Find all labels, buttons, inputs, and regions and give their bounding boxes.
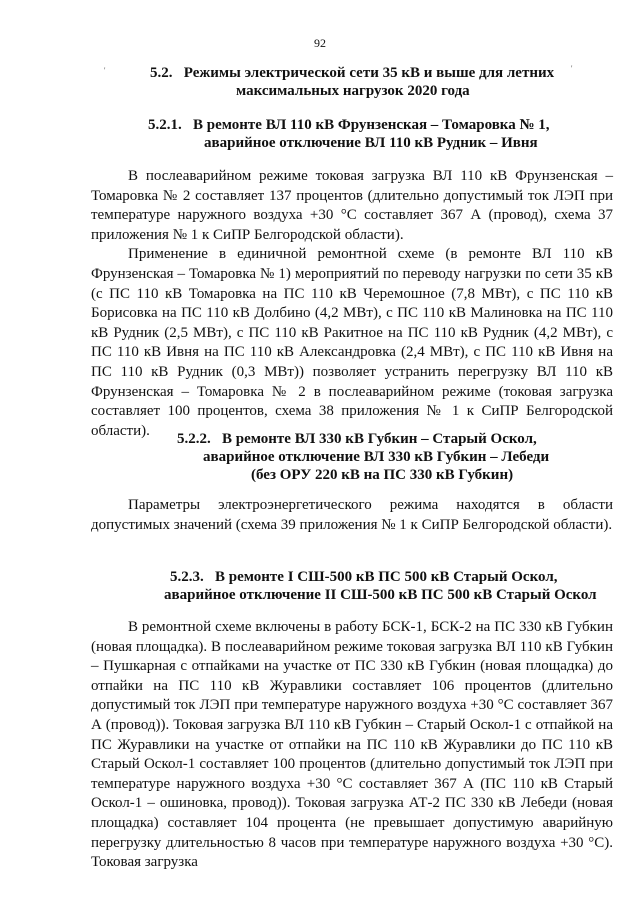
section-5-2-number: 5.2. bbox=[150, 65, 173, 81]
section-5-2-3-body bbox=[91, 618, 613, 873]
section-5-2-2-title-line2: аварийное отключение ВЛ 330 кВ Губкин – Лебеди bbox=[203, 449, 550, 465]
section-5-2-2-paragraph-1: Параметры электроэнергетического режима находятся в области допустимых значений (схема 39 приложения № 1 к СиПР Белгородской области). bbox=[91, 497, 613, 533]
section-5-2-2-title-line3: (без ОРУ 220 кВ на ПС 330 кВ Губкин) bbox=[251, 467, 514, 483]
section-5-2-2-body bbox=[91, 496, 613, 535]
section-5-2-3-paragraph-1: В ремонтной схеме включены в работу БСК-1, БСК-2 на ПС 330 кВ Губкин (новая площадка). В послеаварийном режиме токовая загрузка ВЛ 110 кВ Губкин – Пушкарная с отпайками на участке от ПС 330 кВ Губкин (новая площадка) до отпайки на ПС 110 кВ Журавлики составляет 106 процентов (длительно допустимый ток ЛЭП при температуре наружного воздуха +30 °С составляет 367 А (провод)). Токовая загрузка ВЛ 110 кВ Губкин – Старый Оскол-1 с отпайкой на ПС Журавлики на участке от отпайки на ПС 110 кВ Журавлики до ПС 110 кВ Старый Оскол-1 составляет 100 процентов (длительно допустимый ток ЛЭП при температуре наружного воздуха +30 °С составляет 367 А (ПС 110 кВ Старый Оскол-1 – ошиновка, провод)). Токовая загрузка АТ-2 ПС 330 кВ Лебеди (новая площадка) составляет 104 процента (не превышает допустимую аварийную перегрузку длительностью 8 часов при температуре наружного воздуха +30 °С). Токовая загрузка bbox=[91, 619, 613, 871]
scan-speck: ' bbox=[104, 66, 106, 75]
section-5-2-heading bbox=[150, 64, 580, 100]
section-5-2-1-number: 5.2.1. bbox=[148, 117, 182, 133]
scan-speck: ' bbox=[571, 64, 573, 73]
section-5-2-1-title-line2: аварийное отключение ВЛ 110 кВ Рудник – Ивня bbox=[204, 135, 538, 151]
section-5-2-3-title-line1: В ремонте I СШ-500 кВ ПС 500 кВ Старый Оскол, bbox=[215, 569, 558, 585]
section-5-2-3-number: 5.2.3. bbox=[170, 569, 204, 585]
section-5-2-1-paragraph-2: Применение в единичной ремонтной схеме (в ремонте ВЛ 110 кВ Фрунзенская – Томаровка № 1) мероприятий по переводу нагрузки по сети 35 кВ (с ПС 110 кВ Томаровка на ПС 110 кВ Черемошное (7,8 МВт), с ПС 110 кВ Борисовка на ПС 110 кВ Долбино (4,2 МВт), с ПС 110 кВ Малиновка на ПС 110 кВ Рудник (2,5 МВт), с ПС 110 кВ Ракитное на ПС 110 кВ Рудник (4,2 МВт), с ПС 110 кВ Ивня на ПС 110 кВ Александровка (2,4 МВт), с ПС 110 кВ Ивня на ПС 110 кВ Рудник (0,3 МВт)) позволяет устранить перегрузку ВЛ 110 кВ Фрунзенская – Томаровка № 2 в послеаварийном режиме (токовая загрузка составляет 100 процентов, схема 38 приложения № 1 к СиПР Белгородской области). bbox=[91, 246, 613, 439]
section-5-2-title-line2: максимальных нагрузок 2020 года bbox=[236, 83, 470, 99]
section-5-2-1-body bbox=[91, 167, 613, 441]
section-5-2-3-title-line2: аварийное отключение II СШ-500 кВ ПС 500 кВ Старый Оскол bbox=[164, 587, 597, 603]
section-5-2-1-heading bbox=[148, 116, 578, 152]
section-5-2-2-title-line1: В ремонте ВЛ 330 кВ Губкин – Старый Оскол, bbox=[222, 431, 537, 447]
section-5-2-2-number: 5.2.2. bbox=[177, 431, 211, 447]
page-number: 92 bbox=[314, 36, 326, 50]
section-5-2-2-heading bbox=[177, 430, 597, 484]
section-5-2-1-title-line1: В ремонте ВЛ 110 кВ Фрунзенская – Томаровка № 1, bbox=[193, 117, 550, 133]
section-5-2-title-line1: Режимы электрической сети 35 кВ и выше для летних bbox=[183, 65, 555, 81]
section-5-2-3-heading bbox=[164, 568, 610, 604]
section-5-2-1-paragraph-1: В послеаварийном режиме токовая загрузка ВЛ 110 кВ Фрунзенская – Томаровка № 2 составляет 137 процентов (длительно допустимый ток ЛЭП при температуре наружного воздуха +30 °С составляет 367 А (провод), схема 37 приложения № 1 к СиПР Белгородской области). bbox=[91, 168, 613, 243]
